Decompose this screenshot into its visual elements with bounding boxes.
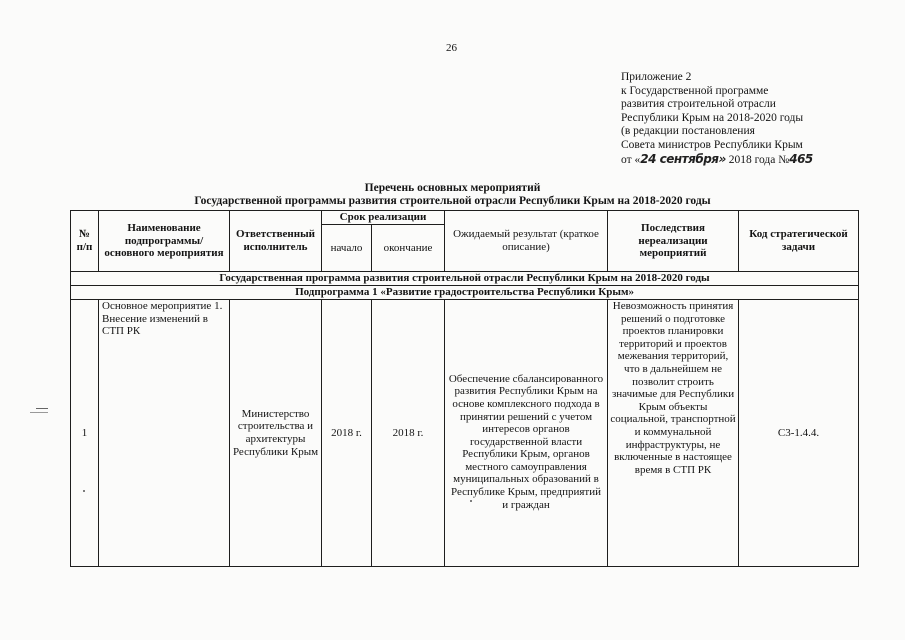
activities-table <box>70 210 859 567</box>
cell-end: 2018 г. <box>372 300 445 567</box>
handwritten-date: 24 сентября» <box>640 151 726 166</box>
date-suffix: 2018 года № <box>725 153 790 166</box>
header-term: Срок реализации <box>322 211 445 225</box>
cell-start: 2018 г. <box>322 300 372 567</box>
appendix-date-line <box>621 153 871 168</box>
handwritten-number: 465 <box>789 151 813 166</box>
list-title: Перечень основных мероприятий <box>364 182 541 194</box>
header-consequences: Последствия нереализации мероприятий <box>608 211 739 272</box>
program-row: Государственная программа развития строительной отрасли Республики Крым на 2018-2020 годы <box>71 272 859 286</box>
header-name: Наименование подпрограммы/ основного мероприятия <box>99 211 230 272</box>
cell-code: С3-1.4.4. <box>739 300 859 567</box>
scan-speck <box>83 490 85 492</box>
appendix-block <box>621 71 871 167</box>
header-start: начало <box>322 225 372 272</box>
appendix-line: развития строительной отрасли <box>621 98 776 111</box>
scan-mark <box>36 408 48 409</box>
appendix-line: к Государственной программе <box>621 84 769 97</box>
header-num: № п/п <box>71 211 99 272</box>
appendix-line: Приложение 2 <box>621 71 692 83</box>
table-row <box>71 300 859 567</box>
appendix-line: Республики Крым на 2018-2020 годы <box>621 111 804 124</box>
cell-name: Основное мероприятие 1. Внесение изменений в СТП РК <box>99 300 230 567</box>
list-subtitle: Государственной программы развития строительной отрасли Республики Крым на 2018-2020 годы <box>194 195 711 207</box>
scan-mark <box>30 412 48 413</box>
header-result: Ожидаемый результат (краткое описание) <box>445 211 608 272</box>
header-executor: Ответственный исполнитель <box>230 211 322 272</box>
appendix-line: (в редакции постановления <box>621 125 755 138</box>
page-number: 26 <box>446 42 457 54</box>
header-end: окончание <box>372 225 445 272</box>
cell-executor: Министерство строительства и архитектуры Республики Крым <box>230 300 322 567</box>
cell-result: Обеспечение сбалансированного развития Республики Крым на основе комплексного подхода в принятии решений с учетом интересов органов государственной власти Республики Крым, органов местного самоуправления муниципальных образований в Республике Крым, предприятий и граждан <box>445 300 608 567</box>
date-prefix: от « <box>621 153 641 166</box>
scan-speck <box>470 500 472 502</box>
subprogram-row: Подпрограмма 1 «Развитие градостроительства Республики Крым» <box>71 286 859 300</box>
appendix-line: Совета министров Республики Крым <box>621 138 803 151</box>
cell-num: 1 <box>71 300 99 567</box>
header-code: Код стратегической задачи <box>739 211 859 272</box>
cell-consequences: Невозможность принятия решений о подготовке проектов планировки территорий и проектов межевания территорий, что в дальнейшем не позволит строить значимые для Республики Крым объекты социальной, транспортной и коммунальной инфраструктуры, не включенные в настоящее время в СТП РК <box>608 300 739 567</box>
